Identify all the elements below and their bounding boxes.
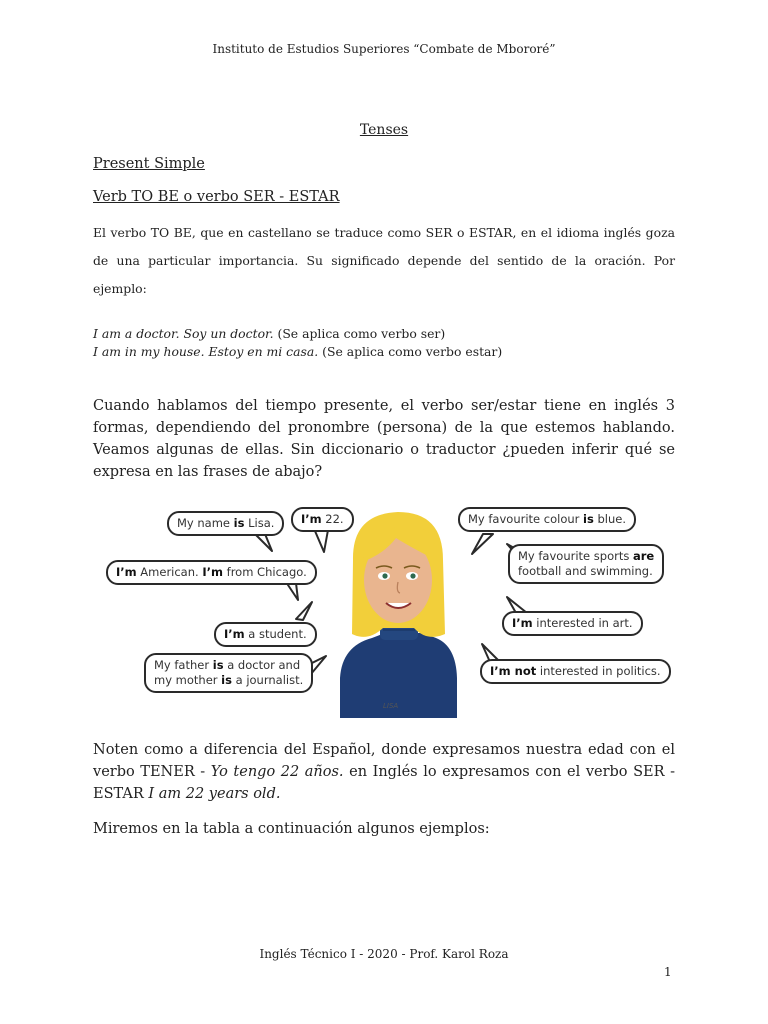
bubble-text: a doctor and: [223, 658, 301, 672]
bubble-text: Lisa.: [244, 516, 275, 530]
paragraph-line: expresa en las frases de abajo?: [93, 464, 323, 480]
speech-bubble: [167, 511, 284, 536]
speech-bubble: [502, 611, 643, 636]
speech-bubble: [144, 653, 313, 693]
running-footer: Inglés Técnico I - 2020 - Prof. Karol Roza: [259, 947, 509, 961]
speech-bubble: [106, 560, 317, 585]
paragraph-line: Noten como a diferencia del Español, donde expresamos nuestra edad con el: [93, 742, 675, 758]
example-line: [93, 343, 502, 361]
bubble-bold-text: I’m: [116, 565, 137, 579]
bubble-bold-text: is: [233, 516, 245, 530]
speech-bubble: [458, 507, 636, 532]
section-heading-present-simple: Present Simple: [93, 156, 205, 172]
bubble-text: interested in politics.: [536, 664, 661, 678]
speech-bubble: [480, 659, 671, 684]
paragraph-line: Cuando hablamos del tiempo presente, el verbo ser/estar tiene en inglés 3: [93, 398, 675, 414]
bubble-bold-text: I’m: [512, 616, 533, 630]
bubble-text: My favourite colour: [468, 512, 584, 526]
paragraph-text: en Inglés lo expresamos con el verbo SER -: [343, 764, 676, 780]
bubble-bold-text: I’m: [224, 627, 245, 641]
lisa-illustration: [100, 496, 668, 718]
paragraph-table-intro: Miremos en la tabla a continuación algunos ejemplos:: [93, 821, 490, 837]
paragraph-age-note: [93, 739, 675, 805]
bubble-line: football and swimming.: [518, 564, 653, 578]
bubble-bold-text: not: [510, 664, 537, 678]
bubble-text: interested in art.: [532, 616, 633, 630]
bubble-line: [154, 673, 303, 688]
document-title: Tenses: [359, 122, 409, 138]
example-note: (Se aplica como verbo ser): [277, 326, 446, 341]
bubble-bold-text: is: [221, 673, 232, 687]
page-number: 1: [664, 965, 672, 979]
bubble-text: a journalist.: [231, 673, 304, 687]
bubble-text: My father: [154, 658, 213, 672]
paragraph-line: [93, 761, 675, 783]
paragraph-line: formas, dependiendo del pronombre (persona) de la que estemos hablando.: [93, 420, 675, 436]
bubble-line: [154, 658, 303, 673]
paragraph-present-forms: [93, 395, 675, 483]
bubble-bold-text: I’m: [301, 512, 322, 526]
bubble-bold-text: I’m: [490, 664, 511, 678]
example-line: [93, 325, 445, 343]
bubble-text: a student.: [244, 627, 307, 641]
paragraph-text: verbo TENER -: [93, 764, 211, 780]
bubble-text: from Chicago.: [222, 565, 307, 579]
bubble-text: My name: [177, 516, 234, 530]
example-spanish: Soy un doctor.: [183, 326, 274, 341]
intro-line: El verbo TO BE, que en castellano se traduce como SER o ESTAR, en el idioma inglés goza: [93, 225, 675, 240]
bubble-bold-text: are: [632, 549, 655, 563]
example-note: (Se aplica como verbo estar): [322, 344, 503, 359]
bubble-text: 22.: [321, 512, 344, 526]
paragraph-italic-text: I am 22 years old.: [148, 786, 281, 802]
paragraph-line: Veamos algunas de ellas. Sin diccionario o traductor ¿pueden inferir qué se: [93, 442, 675, 458]
paragraph-italic-text: Yo tengo 22 años.: [210, 764, 344, 780]
figure-caption: LISA: [383, 702, 399, 710]
bubble-text: My favourite sports: [518, 549, 633, 563]
bubble-bold-text: I’m: [202, 565, 223, 579]
speech-bubble: [214, 622, 317, 647]
bubble-text: my mother: [154, 673, 222, 687]
intro-paragraph: [93, 219, 675, 303]
paragraph-line: [93, 783, 675, 805]
section-heading-verb-to-be: Verb TO BE o verbo SER - ESTAR: [93, 189, 340, 205]
intro-line: de una particular importancia. Su significado depende del sentido de la oración. Por: [93, 253, 675, 268]
speech-bubble: [291, 507, 354, 532]
bubble-bold-text: is: [212, 658, 224, 672]
bubble-line: [518, 549, 654, 564]
example-english: I am a doctor.: [93, 326, 180, 341]
running-header: Instituto de Estudios Superiores “Combate de Mbororé”: [212, 42, 556, 56]
bubble-text: blue.: [593, 512, 627, 526]
speech-bubble: [508, 544, 664, 584]
paragraph-text: ESTAR: [93, 786, 149, 802]
bubble-bold-text: is: [583, 512, 594, 526]
example-spanish: Estoy en mi casa.: [208, 344, 319, 359]
bubble-text: American.: [136, 565, 203, 579]
example-english: I am in my house.: [93, 344, 205, 359]
intro-line: ejemplo:: [93, 281, 147, 296]
